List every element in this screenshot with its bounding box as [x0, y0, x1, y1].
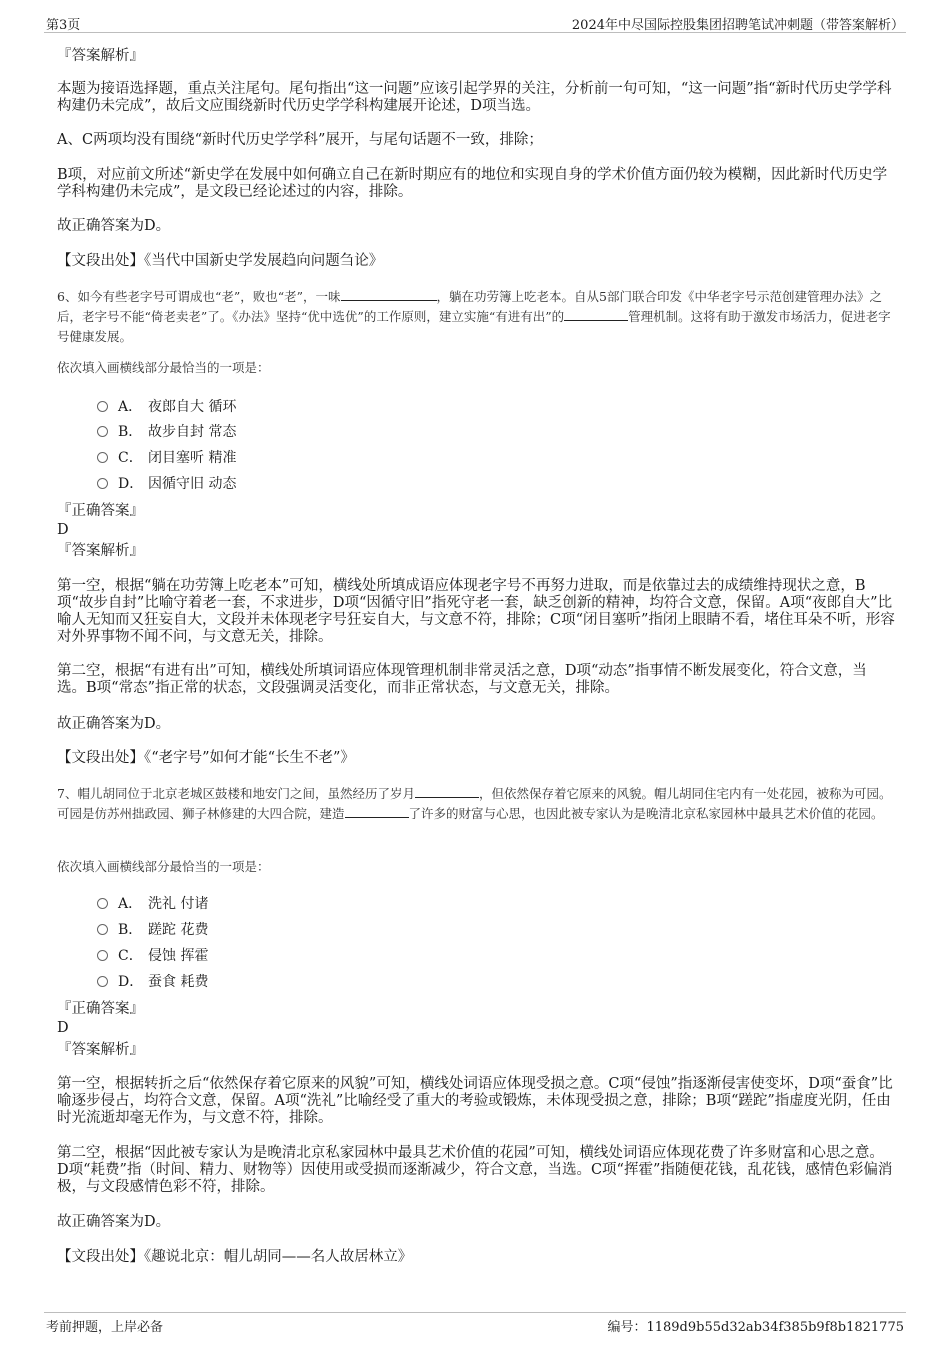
source-citation: 【文段出处】《当代中国新史学发展趋向问题刍论》	[57, 253, 384, 269]
answer-analysis-heading: 『答案解析』	[57, 1042, 144, 1058]
analysis-paragraph: 本题为接语选择题，重点关注尾句。尾句指出“这一问题”应该引起学界的关注，分析前一句可知，“这一问题”指“新时代历史学学科构建仍未完成”，故后文应围绕新时代历史学学科构建展开论述，D项当选。	[57, 81, 892, 114]
fill-blank	[345, 805, 409, 818]
correct-answer: D	[57, 522, 69, 538]
source-citation: 【文段出处】《趣说北京：帽儿胡同——名人故居林立》	[57, 1249, 413, 1265]
conclusion: 故正确答案为D。	[57, 218, 171, 234]
radio-button[interactable]	[97, 452, 108, 463]
question-6-stem: 6、如今有些老字号可谓成也“老”，败也“老”，一味 ，躺在功劳簿上吃老本。自从5部门联合印发《中华老字号示范创建管理办法》之后，老字号不能“倚老卖老”了。《办法》坚持“优中选优”的工作原则，建立实施“有进有出”的 管理机制。这将有助于激发市场活力，促进老字号健康发展。	[57, 289, 891, 344]
radio-button[interactable]	[97, 401, 108, 412]
page-number: 第3页	[46, 18, 81, 33]
option-d[interactable]: D． 蚕食 耗费	[97, 973, 208, 991]
analysis-paragraph: 第一空，根据转折之后“依然保存着它原来的风貌”可知，横线处词语应体现受损之意。C项“侵蚀”指逐渐侵害使变坏，D项“蚕食”比喻逐步侵占，均符合文意，保留。A项“洗礼”比喻经受了重大的考验或锻炼，未体现受损之意，排除；B项“蹉跎”指虚度光阴，任由时光流逝却毫无作为，与文意不符，排除。	[57, 1076, 893, 1126]
option-b[interactable]: B． 蹉跎 花费	[97, 921, 208, 939]
question-prompt: 依次填入画横线部分最恰当的一项是：	[57, 859, 270, 874]
fill-blank	[564, 308, 628, 321]
answer-analysis-heading: 『答案解析』	[57, 48, 144, 64]
conclusion: 故正确答案为D。	[57, 716, 171, 732]
radio-button[interactable]	[97, 426, 108, 437]
correct-answer: D	[57, 1020, 69, 1036]
document-id: 编号：1189d9b55d32ab34f385b9f8b1821775	[607, 1320, 904, 1335]
radio-button[interactable]	[97, 924, 108, 935]
option-d[interactable]: D． 因循守旧 动态	[97, 475, 236, 493]
analysis-paragraph: 第二空，根据“有进有出”可知，横线处所填词语应体现管理机制非常灵活之意，D项“动态”指事情不断发展变化，符合文意，当选。B项“常态”指正常的状态，文段强调灵活变化，而非正常状态，与文意无关，排除。	[57, 663, 867, 696]
analysis-paragraph: A、C两项均没有围绕“新时代历史学学科”展开，与尾句话题不一致，排除；	[57, 132, 543, 148]
radio-button[interactable]	[97, 478, 108, 489]
document-title: 2024年中尽国际控股集团招聘笔试冲刺题（带答案解析）	[571, 18, 904, 33]
option-c[interactable]: C． 闭目塞听 精准	[97, 449, 236, 467]
question-prompt: 依次填入画横线部分最恰当的一项是：	[57, 360, 270, 375]
option-b[interactable]: B． 故步自封 常态	[97, 423, 236, 441]
fill-blank	[341, 288, 437, 301]
analysis-paragraph: B项，对应前文所述“新史学在发展中如何确立自己在新时期应有的地位和实现自身的学术价值方面仍较为模糊，因此新时代历史学学科构建仍未完成”，是文段已经论述过的内容，排除。	[57, 167, 888, 200]
correct-answer-heading: 『正确答案』	[57, 1001, 144, 1017]
correct-answer-heading: 『正确答案』	[57, 503, 144, 519]
page-header	[44, 12, 906, 33]
footer-slogan: 考前押题，上岸必备	[46, 1320, 164, 1335]
analysis-paragraph: 第二空，根据“因此被专家认为是晚清北京私家园林中最具艺术价值的花园”可知，横线处词语应体现花费了许多财富和心思之意。D项“耗费”指（时间、精力、财物等）因使用或受损而逐渐减少，符合文意，当选。C项“挥霍”指随便花钱，乱花钱，感情色彩偏消极，与文段感情色彩不符，排除。	[57, 1145, 893, 1195]
page-footer	[44, 1312, 906, 1333]
question-7-stem: 7、帽儿胡同位于北京老城区鼓楼和地安门之间，虽然经历了岁月 ，但依然保存着它原来的风貌。帽儿胡同住宅内有一处花园，被称为可园。可园是仿苏州拙政园、狮子林修建的大四合院，建造 了许多的财富与心思，也因此被专家认为是晚清北京私家园林中最具艺术价值的花园。	[57, 786, 892, 821]
radio-button[interactable]	[97, 950, 108, 961]
answer-analysis-heading: 『答案解析』	[57, 543, 144, 559]
fill-blank	[415, 785, 479, 798]
option-c[interactable]: C． 侵蚀 挥霍	[97, 947, 208, 965]
option-a[interactable]: A． 洗礼 付诸	[97, 895, 208, 913]
option-a[interactable]: A． 夜郎自大 循环	[97, 398, 236, 416]
radio-button[interactable]	[97, 898, 108, 909]
radio-button[interactable]	[97, 976, 108, 987]
conclusion: 故正确答案为D。	[57, 1214, 171, 1230]
source-citation: 【文段出处】《“老字号”如何才能“长生不老”》	[57, 750, 355, 766]
analysis-paragraph: 第一空，根据“躺在功劳簿上吃老本”可知，横线处所填成语应体现老字号不再努力进取，而是依靠过去的成绩维持现状之意，B项“故步自封”比喻守着老一套，不求进步，D项“因循守旧”指死守老一套，缺乏创新的精神，均符合文意，保留。A项“夜郎自大”比喻人无知而又狂妄自大，文段并未体现老字号狂妄自大，与文意不符，排除；C项“闭目塞听”指闭上眼睛不看，堵住耳朵不听，形容对外界事物不闻不问，与文意无关，排除。	[57, 578, 895, 645]
